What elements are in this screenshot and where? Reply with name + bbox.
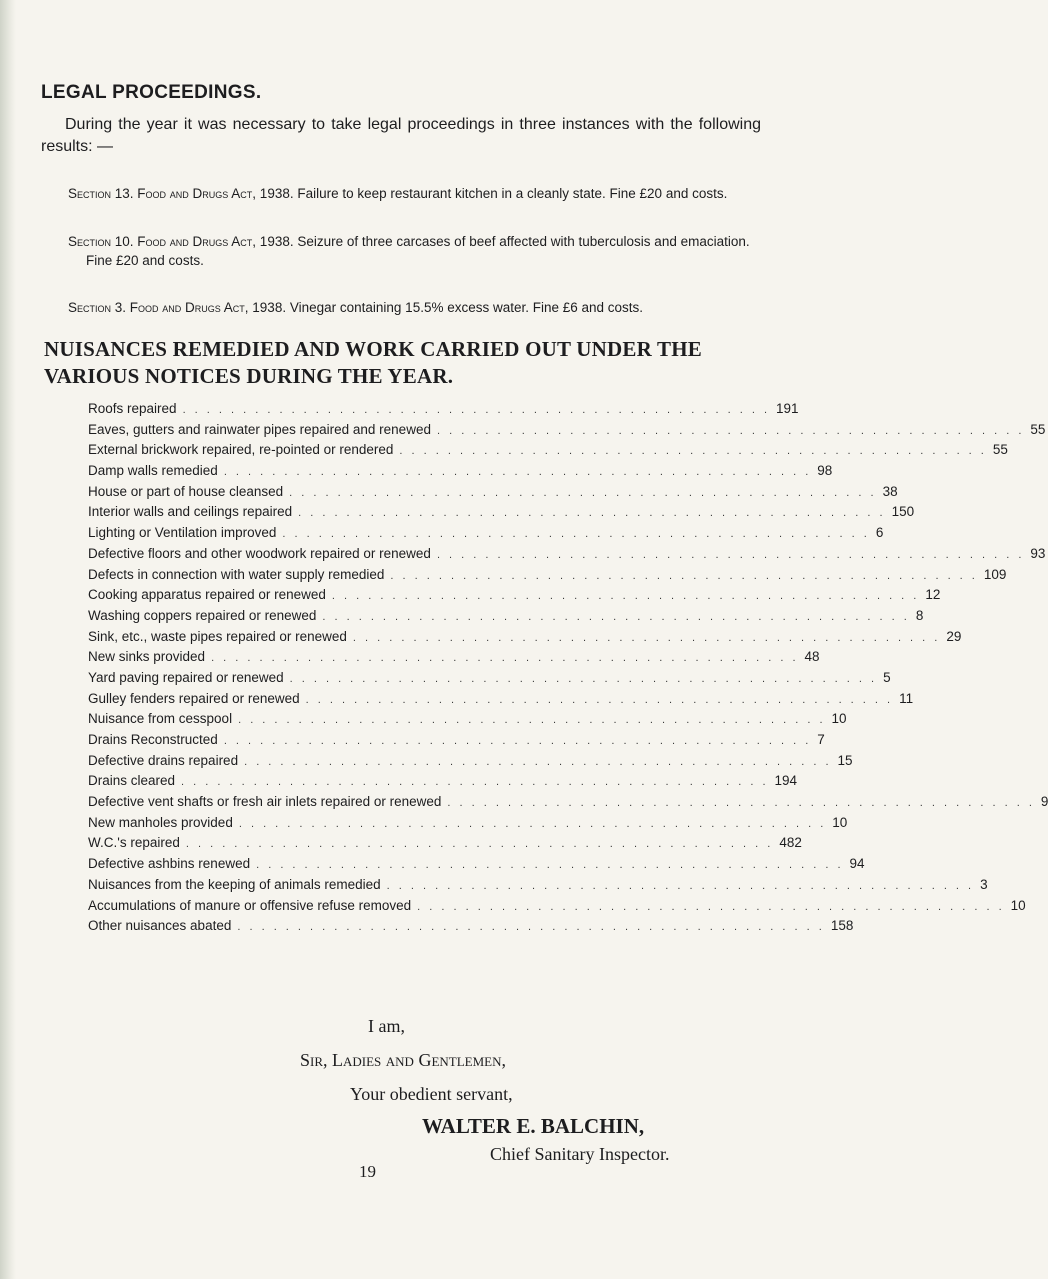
nuisance-label: Defective vent shafts or fresh air inlets repaired or renewed: [88, 794, 442, 810]
table-row: [88, 773, 798, 794]
dot-leader: . . . . . . . . . . . . . . . . . . . . . . . . . . . . . . . . . . . . . . . . . . . . . . . . .: [256, 859, 844, 872]
nuisance-count: 38: [882, 483, 898, 499]
case-item: [68, 232, 778, 270]
table-row: [88, 732, 825, 753]
nuisances-table: [88, 401, 1048, 939]
nuisance-label: Sink, etc., waste pipes repaired or renewed: [88, 628, 347, 644]
dot-leader: . . . . . . . . . . . . . . . . . . . . . . . . . . . . . . . . . . . . . . . . . . . . . . . . .: [223, 735, 812, 747]
nuisance-label: Defective ashbins renewed: [88, 856, 251, 872]
nuisance-count: 6: [875, 525, 884, 541]
nuisance-count: 150: [891, 504, 915, 520]
table-row: [88, 566, 1007, 588]
table-row: [88, 607, 924, 629]
nuisance-label: Drains Reconstructed: [88, 732, 218, 747]
dot-leader: . . . . . . . . . . . . . . . . . . . . . . . . . . . . . . . . . . . . . . . . . . . . . . . . .: [305, 693, 894, 706]
table-row: [88, 504, 915, 525]
dot-leader: . . . . . . . . . . . . . . . . . . . . . . . . . . . . . . . . . . . . . . . . . . . . . . . . .: [238, 817, 827, 830]
nuisance-count: 29: [946, 628, 962, 644]
table-row: [88, 463, 833, 484]
dot-leader: . . . . . . . . . . . . . . . . . . . . . . . . . . . . . . . . . . . . . . . . . . . . . . . . .: [289, 672, 878, 685]
nuisance-count: 15: [837, 752, 853, 768]
table-row: [88, 545, 1046, 567]
page-edge-shadow: [0, 0, 16, 1279]
nuisance-label: External brickwork repaired, re-pointed or rendered: [88, 442, 394, 458]
legal-proceedings-heading: LEGAL PROCEEDINGS.: [41, 82, 262, 103]
table-row: [88, 401, 799, 422]
nuisance-label: New manholes provided: [88, 814, 233, 830]
nuisance-label: New sinks provided: [88, 649, 206, 665]
nuisance-label: Cooking apparatus repaired or renewed: [88, 587, 326, 603]
dot-leader: . . . . . . . . . . . . . . . . . . . . . . . . . . . . . . . . . . . . . . . . . . . . . . . . .: [237, 921, 825, 934]
dot-leader: . . . . . . . . . . . . . . . . . . . . . . . . . . . . . . . . . . . . . . . . . . . . . . . . .: [417, 900, 1005, 913]
table-row: [88, 421, 1046, 443]
table-row: [88, 752, 853, 774]
table-row: [88, 525, 884, 546]
nuisance-count: 55: [992, 442, 1008, 458]
nuisance-label: Defects in connection with water supply remedied: [88, 566, 385, 582]
table-row: [88, 628, 962, 650]
table-row: [88, 711, 847, 732]
nuisance-count: 9: [1040, 794, 1048, 810]
dot-leader: . . . . . . . . . . . . . . . . . . . . . . . . . . . . . . . . . . . . . . . . . . . . . . . . .: [399, 445, 987, 458]
signatory-title: Chief Sanitary Inspector.: [490, 1144, 670, 1164]
dot-leader: . . . . . . . . . . . . . . . . . . . . . . . . . . . . . . . . . . . . . . . . . . . . . . . . .: [436, 424, 1025, 437]
nuisance-label: Yard paving repaired or renewed: [88, 669, 284, 685]
nuisance-label: Drains cleared: [88, 773, 176, 789]
table-row: [88, 794, 1048, 815]
nuisance-count: 482: [779, 835, 802, 851]
dot-leader: . . . . . . . . . . . . . . . . . . . . . . . . . . . . . . . . . . . . . . . . . . . . . . . . .: [322, 610, 910, 623]
nuisance-label: Nuisances from the keeping of animals remedied: [88, 876, 381, 892]
case-act: Food and Drugs Act, 1938.: [137, 234, 294, 249]
nuisance-count: 10: [831, 711, 847, 727]
case-text: Failure to keep restaurant kitchen in a cleanly state. Fine £20 and costs.: [297, 186, 728, 201]
nuisance-count: 191: [776, 401, 799, 416]
nuisance-label: Roofs repaired: [88, 401, 177, 416]
nuisance-label: Gulley fenders repaired or renewed: [88, 690, 300, 706]
dot-leader: . . . . . . . . . . . . . . . . . . . . . . . . . . . . . . . . . . . . . . . . . . . . . . . . .: [390, 569, 978, 582]
case-section: Section 13.: [68, 186, 134, 201]
nuisance-count: 98: [817, 463, 833, 479]
dot-leader: . . . . . . . . . . . . . . . . . . . . . . . . . . . . . . . . . . . . . . . . . . . . . . . . .: [182, 404, 771, 416]
nuisance-count: 3: [980, 876, 988, 892]
dot-leader: . . . . . . . . . . . . . . . . . . . . . . . . . . . . . . . . . . . . . . . . . . . . . . . . .: [244, 755, 832, 768]
nuisance-label: Nuisance from cesspool: [88, 711, 233, 727]
nuisance-count: 5: [883, 669, 891, 685]
table-row: [88, 897, 1026, 919]
case-text: Seizure of three carcases of beef affected with tuberculosis and emaciation. Fine £20 and costs.: [86, 234, 750, 268]
nuisance-label: W.C.'s repaired: [88, 835, 180, 851]
case-item: [68, 298, 778, 317]
table-row: [88, 690, 914, 712]
nuisance-label: House or part of house cleansed: [88, 483, 284, 499]
nuisance-label: Accumulations of manure or offensive refuse removed: [88, 897, 412, 913]
nuisance-label: Other nuisances abated: [88, 918, 232, 934]
dot-leader: . . . . . . . . . . . . . . . . . . . . . . . . . . . . . . . . . . . . . . . . . . . . . . . . .: [436, 548, 1025, 561]
nuisance-label: Damp walls remedied: [88, 463, 218, 479]
nuisances-heading: NUISANCES REMEDIED AND WORK CARRIED OUT UNDER THE VARIOUS NOTICES DURING THE YEAR.: [44, 337, 702, 388]
nuisance-count: 55: [1030, 421, 1046, 437]
nuisance-count: 94: [849, 856, 865, 872]
nuisance-label: Defective floors and other woodwork repaired or renewed: [88, 545, 431, 561]
table-row: [88, 483, 898, 505]
dot-leader: . . . . . . . . . . . . . . . . . . . . . . . . . . . . . . . . . . . . . . . . . . . . . . . . .: [238, 714, 826, 727]
nuisance-label: Interior walls and ceilings repaired: [88, 504, 293, 520]
closing-salutation: Sir, Ladies and Gentlemen,: [300, 1050, 506, 1070]
dot-leader: . . . . . . . . . . . . . . . . . . . . . . . . . . . . . . . . . . . . . . . . . . . . . . . . .: [211, 652, 799, 665]
table-row: [88, 918, 854, 939]
dot-leader: . . . . . . . . . . . . . . . . . . . . . . . . . . . . . . . . . . . . . . . . . . . . . . . . .: [282, 528, 870, 541]
intro-paragraph: During the year it was necessary to take legal proceedings in three instances with the following results: —: [41, 116, 761, 155]
dot-leader: . . . . . . . . . . . . . . . . . . . . . . . . . . . . . . . . . . . . . . . . . . . . . . . . .: [386, 879, 975, 892]
nuisance-count: 93: [1030, 545, 1046, 561]
table-row: [88, 876, 988, 898]
table-row: [88, 442, 1008, 463]
case-section: Section 10.: [68, 234, 134, 249]
nuisance-label: Defective drains repaired: [88, 752, 239, 768]
dot-leader: . . . . . . . . . . . . . . . . . . . . . . . . . . . . . . . . . . . . . . . . . . . . . . . . .: [181, 776, 769, 789]
nuisance-count: 10: [832, 814, 848, 830]
nuisance-count: 12: [925, 587, 941, 603]
table-row: [88, 669, 891, 691]
nuisance-count: 7: [817, 732, 825, 747]
case-text: Vinegar containing 15.5% excess water. Fine £6 and costs.: [289, 300, 644, 315]
nuisance-label: Washing coppers repaired or renewed: [88, 607, 317, 623]
nuisance-count: 11: [899, 690, 914, 706]
table-row: [88, 649, 820, 670]
nuisance-label: Eaves, gutters and rainwater pipes repaired and renewed: [88, 421, 431, 437]
case-section: Section 3.: [68, 300, 127, 315]
dot-leader: . . . . . . . . . . . . . . . . . . . . . . . . . . . . . . . . . . . . . . . . . . . . . . . . .: [298, 507, 886, 520]
nuisance-count: 10: [1010, 897, 1026, 913]
dot-leader: . . . . . . . . . . . . . . . . . . . . . . . . . . . . . . . . . . . . . . . . . . . . . . . . .: [185, 838, 774, 851]
nuisance-count: 109: [983, 566, 1007, 582]
nuisance-count: 158: [830, 918, 854, 934]
dot-leader: . . . . . . . . . . . . . . . . . . . . . . . . . . . . . . . . . . . . . . . . . . . . . . . . .: [447, 797, 1035, 810]
table-row: [88, 856, 865, 877]
nuisance-count: 194: [774, 773, 798, 789]
page-number: 19: [359, 1162, 376, 1181]
closing-line-1: I am,: [368, 1016, 405, 1036]
table-row: [88, 587, 941, 608]
table-row: [88, 835, 802, 856]
dot-leader: . . . . . . . . . . . . . . . . . . . . . . . . . . . . . . . . . . . . . . . . . . . . . . . . .: [223, 466, 812, 479]
case-act: Food and Drugs Act, 1938.: [129, 300, 287, 315]
dot-leader: . . . . . . . . . . . . . . . . . . . . . . . . . . . . . . . . . . . . . . . . . . . . . . . . .: [352, 631, 941, 644]
dot-leader: . . . . . . . . . . . . . . . . . . . . . . . . . . . . . . . . . . . . . . . . . . . . . . . . .: [331, 590, 920, 603]
nuisance-count: 8: [915, 607, 924, 623]
case-act: Food and Drugs Act, 1938.: [137, 186, 294, 201]
nuisance-count: 48: [804, 649, 820, 665]
signatory-name: WALTER E. BALCHIN,: [422, 1114, 645, 1138]
dot-leader: . . . . . . . . . . . . . . . . . . . . . . . . . . . . . . . . . . . . . . . . . . . . . . . . .: [289, 486, 877, 499]
case-item: [68, 184, 778, 203]
nuisance-label: Lighting or Ventilation improved: [88, 525, 277, 541]
table-row: [88, 814, 848, 836]
closing-line-3: Your obedient servant,: [350, 1084, 513, 1104]
